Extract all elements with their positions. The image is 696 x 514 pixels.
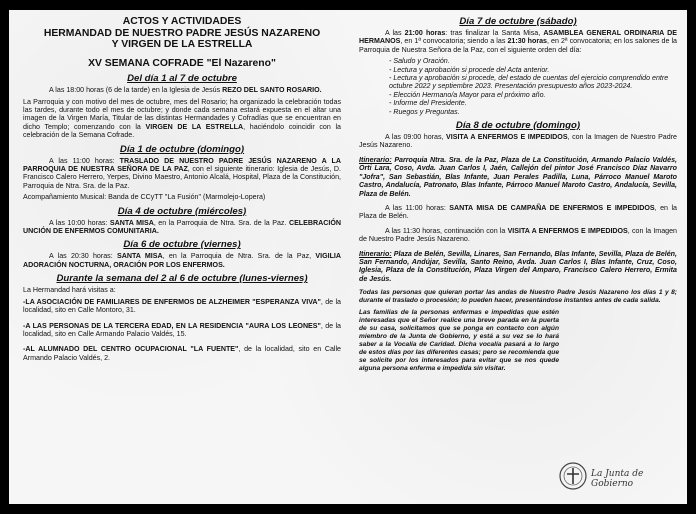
left-column	[23, 16, 341, 365]
note: Todas las personas que quieran portar las andas de Nuestro Padre Jesús Nazareno los días 1 y 8; durante el traslado o procesión; lo pueden hacer, presentándose instantes antes de cada salida.	[359, 289, 677, 305]
date-heading: Día 6 de octubre (viernes)	[123, 239, 241, 251]
paragraph: A las 21:00 horas: tras finalizar la Santa Misa, ASAMBLEA GENERAL ORDINARIA DE HERMANOS, en 1ª convocatoria; siendo a las 21:30 horas, en 2ª convocatoria; en los salones de la Parroquia de Nuestra Señora de la Paz, con el siguiente orden del día:	[359, 29, 678, 54]
visit-item: -LA ASOCIACIÓN DE FAMILIARES DE ENFERMOS DE ALZHEIMER "ESPERANZA VIVA", de la localidad, sito en Calle Montoro, 31.	[23, 297, 342, 315]
date-heading: Día 1 de octubre (domingo)	[119, 143, 245, 155]
list-item: - Elección Hermano/a Mayor para el próximo año.	[389, 90, 546, 99]
paragraph: La Hermandad hará visitas a:	[23, 286, 116, 295]
list-item: - Lectura y aprobación si procede del Acta anterior.	[389, 65, 550, 74]
paragraph: A las 18:00 horas (6 de la tarde) en la Iglesia de Jesús REZO DEL SANTO ROSARIO.	[49, 86, 322, 95]
right-column	[359, 16, 677, 376]
date-heading: Del día 1 al 7 de octubre	[127, 73, 237, 85]
visit-item: -A LAS PERSONAS DE LA TERCERA EDAD, EN LA RESIDENCIA "AURA LOS LEONES", de la localidad, sito en Calle Armando Palacio Valdés, 15.	[23, 321, 341, 338]
itinerary: Itinerario: Plaza de Belén, Sevilla, Linares, San Fernando, Blas Infante, Sevilla, Plaza de Belén, San Fernando, Andújar, Sevilla, Santo Reino, Avda. Juan Carlos I, Blas Infante, Cruz, Coso, Iglesia, Plaza de la Constitución, Plaza Virgen del Amparo, Francisco Calero Herrero, Ermita de Jesús.	[359, 249, 677, 283]
title-line-1: ACTOS Y ACTIVIDADES	[122, 16, 242, 27]
paragraph: A las 11:00 horas: SANTA MISA DE CAMPAÑA DE ENFERMOS E IMPEDIDOS, en la Plaza de Belén.	[359, 203, 677, 221]
paragraph: A las 11:00 horas: TRASLADO DE NUESTRO PADRE JESÚS NAZARENO A LA PARROQUIA DE NUESTRA SEÑORA DE LA PAZ, con el siguiente itinerario: Iglesia de Jesús, D. Francisco Calero Herrero, Yerpes, Divino Maestro, Antonio Alcalá, Hospital, Plaza de la Constitución, Parroquia de Ntra. Sra. de la Paz.	[23, 156, 341, 190]
signature: La Junta de Gobierno	[591, 469, 644, 489]
date-heading: Día 4 de octubre (miércoles)	[117, 205, 247, 217]
date-heading: Día 8 de octubre (domingo)	[455, 120, 581, 132]
paragraph: A las 09:00 horas, VISITA A ENFERMOS E IMPEDIDOS, con la Imagen de Nuestro Padre Jesús Nazareno.	[359, 133, 678, 150]
date-heading: Día 7 de octubre (sábado)	[459, 16, 577, 27]
paragraph: A las 11:30 horas, continuación con la VISITA A ENFERMOS E IMPEDIDOS, con la Imagen de Nuestro Padre Jesús Nazareno.	[359, 226, 677, 244]
agenda-list	[359, 57, 677, 116]
subtitle: XV SEMANA COFRADE "El Nazareno"	[88, 57, 276, 69]
paragraph: A las 20:30 horas: SANTA MISA, en la Parroquia de Ntra. Sra. de la Paz, VIGILIA ADORACIÓN NOCTURNA, ORACIÓN POR LOS ENFERMOS.	[23, 252, 341, 269]
brotherhood-seal-icon	[559, 462, 587, 490]
itinerary: Itinerario: Parroquia Ntra. Sra. de la Paz, Plaza de La Constitución, Armando Palacio Valdés, Orti Lara, Coso, Avda. Juan Carlos I, Jaén, Callejón del pintor José Francisco Díaz Navarro "Jofra", San Sebastián, Blas Infante, Juan Perales Padilla, Luna, Párroco Manuel Maroto Castro, Andalucía, Patronato, Blas Infante, Párroco Manuel Maroto Castro, Andalucía, Sevilla, Plaza de Belén.	[359, 155, 677, 198]
paragraph: Acompañamiento Musical: Banda de CCyTT "La Fusión" (Marmolejo-Lopera)	[23, 193, 266, 202]
list-item: - Informe del Presidente.	[389, 99, 467, 108]
list-item: - Lectura y aprobación si procede, del estado de cuentas del ejercicio comprendido entre octubre 2022 y septiembre 2023. Presentación presupuesto años 2023-2024.	[389, 74, 669, 91]
list-item: - Saludo y Oración.	[389, 57, 450, 66]
visit-item: -AL ALUMNADO DEL CENTRO OCUPACIONAL "LA FUENTE", de la localidad, sito en Calle Armando Palacio Valdés, 2.	[23, 345, 341, 362]
document-page	[9, 10, 687, 504]
note: Las familias de la personas enfermas e impedidas que estén interesadas que el Señor realice una breve parada en la puerta de su casa, solicitamos que se ponga en contacto con algún miembro de la Junta de Gobierno, y está a su vez se lo hará saber a la Vocalía de Caridad. Dicha vocalía pasará a lo largo de estos días por las diferentes casas; pero se recomienda que se solicite por los interesados para evitar que se nos quede alguna persona enferma e impedida sin visitar.	[359, 309, 559, 373]
title-line-2: HERMANDAD DE NUESTRO PADRE JESÚS NAZARENO	[43, 27, 321, 39]
paragraph: La Parroquia y con motivo del mes de octubre, mes del Rosario; ha organizado la celebración todas las tardes, durante todo el mes de octubre; y donde cada semana estará expuesta en el altar una imagen de la Virgen María, Titular de las distintas Hermandades y Cofradías que se encuentran en dicho Templo; comenzando con la VIRGEN DE LA ESTRELLA, haciéndolo coincidir con la celebración de la Semana Cofrade.	[23, 97, 341, 140]
date-heading: Durante la semana del 2 al 6 de octubre (lunes-viernes)	[56, 273, 308, 285]
list-item: - Ruegos y Preguntas.	[389, 107, 460, 116]
title-line-3: Y VIRGEN DE LA ESTRELLA	[111, 39, 253, 51]
paragraph: A las 10:00 horas: SANTA MISA, en la Parroquia de Ntra. Sra. de la Paz. CELEBRACIÓN UNCIÓN DE ENFERMOS COMUNITARIA.	[23, 218, 341, 236]
